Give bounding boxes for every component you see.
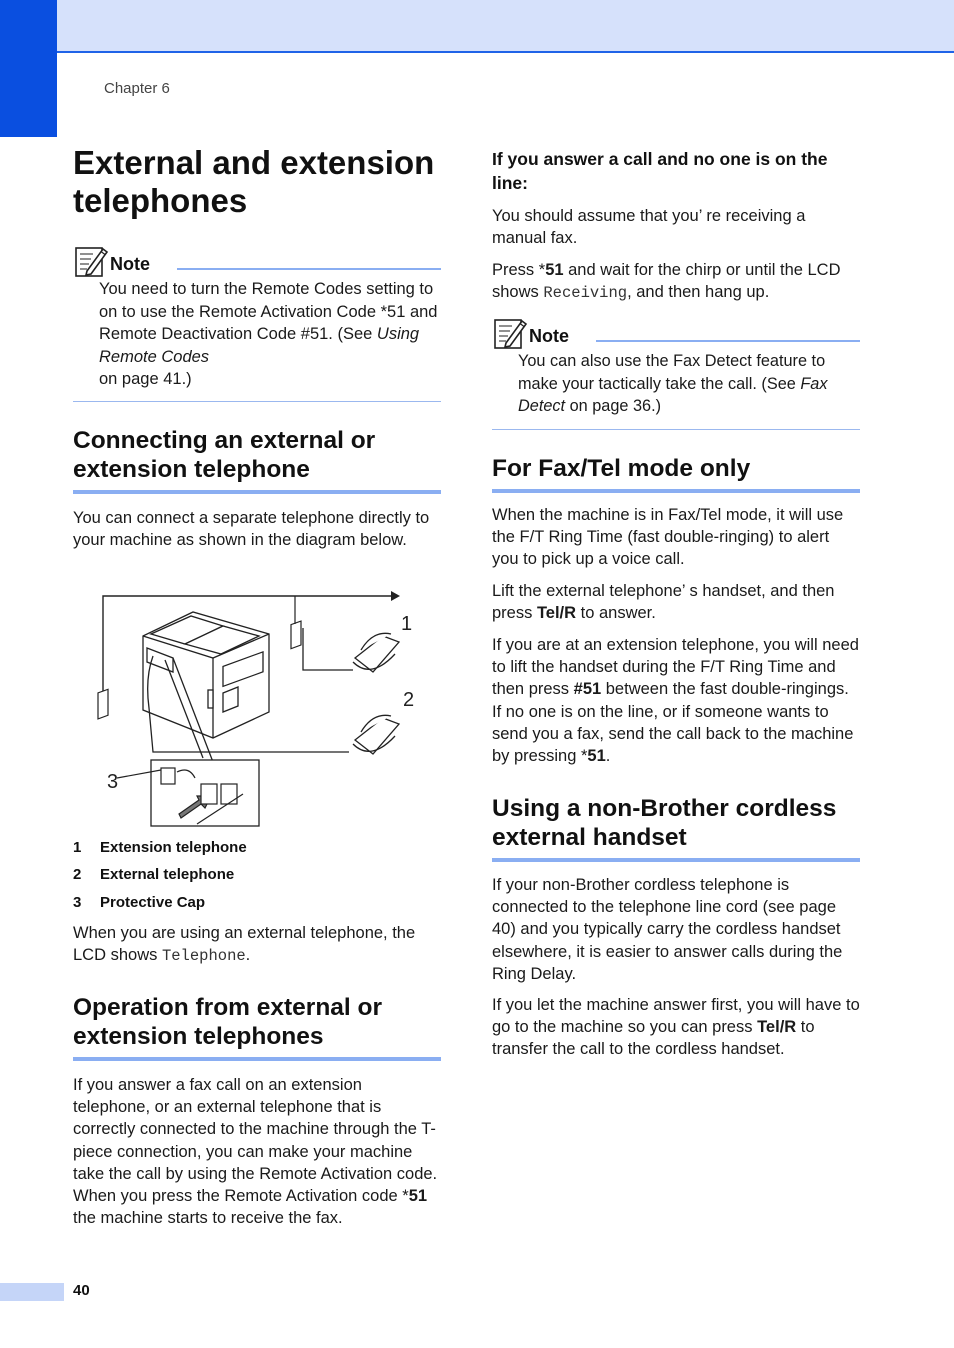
callout-3: 3: [107, 771, 119, 793]
section-heading-cordless: Using a non-Brother cordless external handset: [492, 794, 860, 862]
callout-2: 2: [403, 689, 415, 711]
external-telephone-icon: [353, 715, 399, 754]
chapter-label: Chapter 6: [104, 80, 170, 97]
star-symbol: *: [580, 747, 588, 766]
key-tel-r: Tel/R: [536, 604, 577, 623]
connection-diagram: [73, 588, 441, 832]
press-51-text: Press *51 and wait for the chirp or until the LCD shows Receiving, and then hang up.: [492, 261, 841, 303]
fax-tel-p2: Lift the external telephone’ s handset, and then press Tel/R to answer.: [492, 582, 835, 623]
note-divider: [492, 429, 860, 430]
note-divider: [73, 401, 441, 402]
note-pencil-icon: [73, 244, 109, 278]
extension-telephone-icon: [353, 633, 399, 672]
connecting-intro: You can connect a separate telephone directly to your machine as shown in the diagram below.: [73, 509, 430, 550]
callout-1: 1: [401, 613, 413, 635]
page-number-band: [0, 1283, 64, 1301]
note-label: Note: [529, 326, 569, 346]
note-text: You can also use the Fax Detect feature to make your tactically take the call. (See Fax Detect on page 36.): [518, 352, 828, 415]
note-box-2: [492, 316, 860, 418]
page-title: External and extension telephones: [73, 144, 435, 219]
lcd-message: Telephone: [161, 947, 246, 966]
diagram-legend: [73, 839, 441, 857]
star-symbol: *: [538, 261, 546, 279]
section-heading-operation: Operation from external or extension telephones: [73, 993, 441, 1061]
cross-reference[interactable]: Fax Detect: [518, 374, 828, 415]
note-label: Note: [110, 254, 150, 274]
page-number: 40: [73, 1282, 90, 1299]
fax-tel-p1: When the machine is in Fax/Tel mode, it will use the F/T Ring Time (fast double-ringing) to alert you to pick up a voice call.: [492, 506, 844, 569]
legend-item: 1 Extension telephone: [73, 839, 247, 856]
fax-tel-p3: If you are at an extension telephone, you will need to lift the handset during the F/T Ring Time and then press #51 between the fast double-ringings. If no one is on the line, or if someone wants to send you a fax, send the call back to the machine by pressing *51.: [492, 636, 859, 766]
note-pencil-icon: [492, 316, 528, 350]
section-heading-connecting: Connecting an external or extension telephone: [73, 426, 441, 494]
cross-reference[interactable]: Using Remote Codes: [99, 325, 420, 366]
header-band: [0, 0, 954, 53]
cordless-p1: If your non-Brother cordless telephone is connected to the telephone line cord (see page 40) and you typically carry the cordless handset elsewhere, it is easier to answer calls during the Ring Delay.: [492, 876, 843, 983]
connection-diagram-svg: [73, 588, 441, 832]
operation-body: If you answer a fax call on an extension telephone, or an external telephone that is correctly connected to the machine through the T-piece connection, you can make your machine take the call by using the Remote Activation code. When you press the Remote Activation code *51 the machine starts to receive the fax.: [73, 1076, 438, 1228]
legend-item: 2 External telephone: [73, 866, 235, 883]
manual-fax-text: You should assume that you’ re receiving a manual fax.: [492, 207, 806, 248]
note-rule: [177, 268, 441, 270]
note-text: You need to turn the Remote Codes setting to on to use the Remote Activation Code *51 and Remote Deactivation Code #51. (See Using Remote Codes on page 41.): [99, 280, 438, 388]
star-symbol: *: [380, 302, 388, 321]
note-box-1: [73, 244, 441, 391]
cordless-p2: If you let the machine answer first, you will have to go to the machine so you can press Tel/R to transfer the call to the cordless handset.: [492, 996, 860, 1059]
note-rule: [596, 340, 860, 342]
subheading-no-one-on-line: If you answer a call and no one is on the line:: [492, 149, 828, 193]
legend-item: 3 Protective Cap: [73, 894, 206, 911]
key-tel-r: Tel/R: [757, 1018, 797, 1037]
lcd-telephone-text: When you are using an external telephone, the LCD shows Telephone.: [73, 924, 416, 966]
star-symbol: *: [402, 1187, 409, 1206]
key-51: #51: [573, 680, 602, 699]
lcd-message: Receiving: [543, 284, 628, 303]
chapter-tab: [0, 0, 57, 137]
section-heading-fax-tel: For Fax/Tel mode only: [492, 454, 860, 493]
